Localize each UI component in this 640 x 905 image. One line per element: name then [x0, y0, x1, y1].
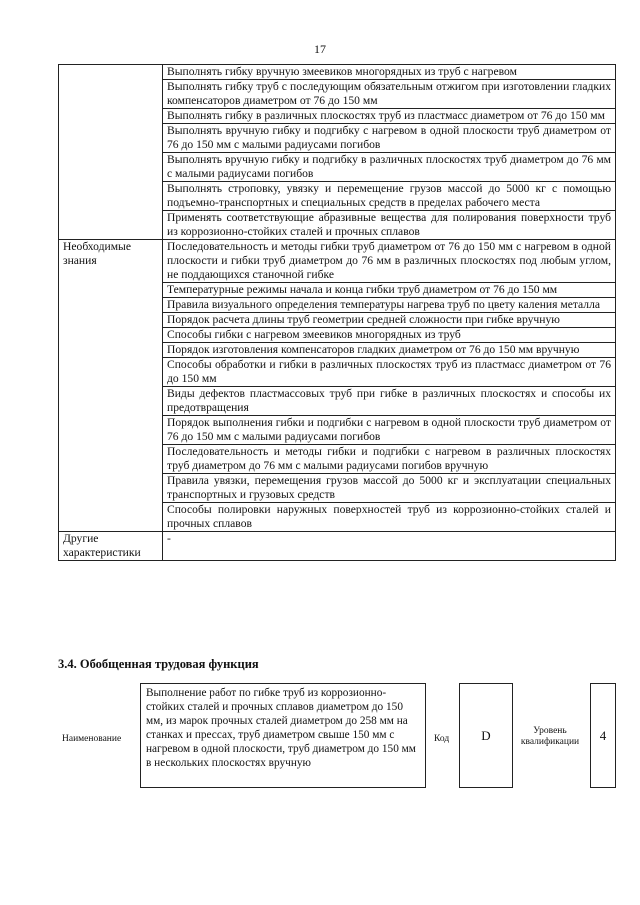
row-text: Выполнять вручную гибку и подгибку в различных плоскостях труб диаметром до 76 мм с малыми радиусами погибов	[163, 153, 616, 182]
row-text: Выполнять строповку, увязку и перемещение грузов массой до 5000 кг с помощью подъемно-транспортных и специальных средств в пределах рабочего места	[163, 182, 616, 211]
function-name-box: Выполнение работ по гибке труб из коррозионно-стойких сталей и прочных сплавов диаметром до 150 мм, из марок прочных сталей диаметром до 258 мм на станках и прессах, труб диаметром свыше 150 мм с нагревом в одной плоскости, труб диаметром до 150 мм в нескольких плоскостях вручную	[140, 683, 426, 788]
page-number: 17	[314, 42, 326, 56]
row-text: Выполнять гибку в различных плоскостях труб из пластмасс диаметром от 76 до 150 мм	[163, 109, 616, 124]
row-text: Последовательность и методы гибки и подгибки с нагревом в различных плоскостях труб диаметром до 76 мм с малыми радиусами погибов вручную	[163, 445, 616, 474]
row-text: Способы обработки и гибки в различных плоскостях труб из пластмасс диаметром от 76 до 150 мм	[163, 358, 616, 387]
row-text: -	[163, 532, 616, 561]
row-text: Последовательность и методы гибки труб диаметром от 76 до 150 мм с нагревом в одной плоскости и гибки труб диаметром до 76 мм в различных плоскостях под любым углом, не поддающихся станочной гибке	[163, 240, 616, 283]
level-label: Уровень квалификации	[520, 726, 580, 747]
table-row	[59, 532, 616, 561]
row-text: Температурные режимы начала и конца гибки труб диаметром от 76 до 150 мм	[163, 283, 616, 298]
row-text: Порядок расчета длины труб геометрии средней сложности при гибке вручную	[163, 313, 616, 328]
level-box: 4	[590, 683, 616, 788]
row-text: Способы полировки наружных поверхностей труб из коррозионно-стойких сталей и прочных сплавов	[163, 503, 616, 532]
code-box: D	[459, 683, 513, 788]
row-text: Выполнять вручную гибку и подгибку с нагревом в одной плоскости труб диаметром от 76 до 150 мм с малыми радиусами погибов	[163, 124, 616, 153]
code-label: Код	[434, 734, 450, 744]
row-text: Выполнять гибку труб с последующим обязательным отжигом при изготовлении гладких компенсаторов диаметром от 76 до 150 мм	[163, 80, 616, 109]
row-text: Правила визуального определения температуры нагрева труб по цвету каления металла	[163, 298, 616, 313]
section-title: 3.4. Обобщенная трудовая функция	[58, 657, 259, 671]
row-text: Выполнять гибку вручную змеевиков многорядных из труб с нагревом	[163, 65, 616, 80]
row-text: Виды дефектов пластмассовых труб при гибке в различных плоскостях и способы их предотвращения	[163, 387, 616, 416]
table-row	[59, 65, 616, 80]
table-row	[59, 240, 616, 283]
name-label: Наименование	[62, 734, 122, 744]
row-label-knowledge: Необходимые знания	[59, 240, 163, 532]
row-text: Порядок выполнения гибки и подгибки с нагревом в одной плоскости труб диаметром от 76 до 150 мм с малыми радиусами погибов	[163, 416, 616, 445]
row-text: Применять соответствующие абразивные вещества для полирования поверхности труб из коррозионно-стойких сталей и прочных сплавов	[163, 211, 616, 240]
row-label-skills	[59, 65, 163, 240]
row-text: Способы гибки с нагревом змеевиков многорядных из труб	[163, 328, 616, 343]
row-text: Порядок изготовления компенсаторов гладких диаметром от 76 до 150 мм вручную	[163, 343, 616, 358]
row-text: Правила увязки, перемещения грузов массой до 5000 кг и эксплуатации специальных транспортных и грузовых средств	[163, 474, 616, 503]
requirements-table	[58, 64, 616, 561]
row-label-other: Другие характеристики	[59, 532, 163, 561]
